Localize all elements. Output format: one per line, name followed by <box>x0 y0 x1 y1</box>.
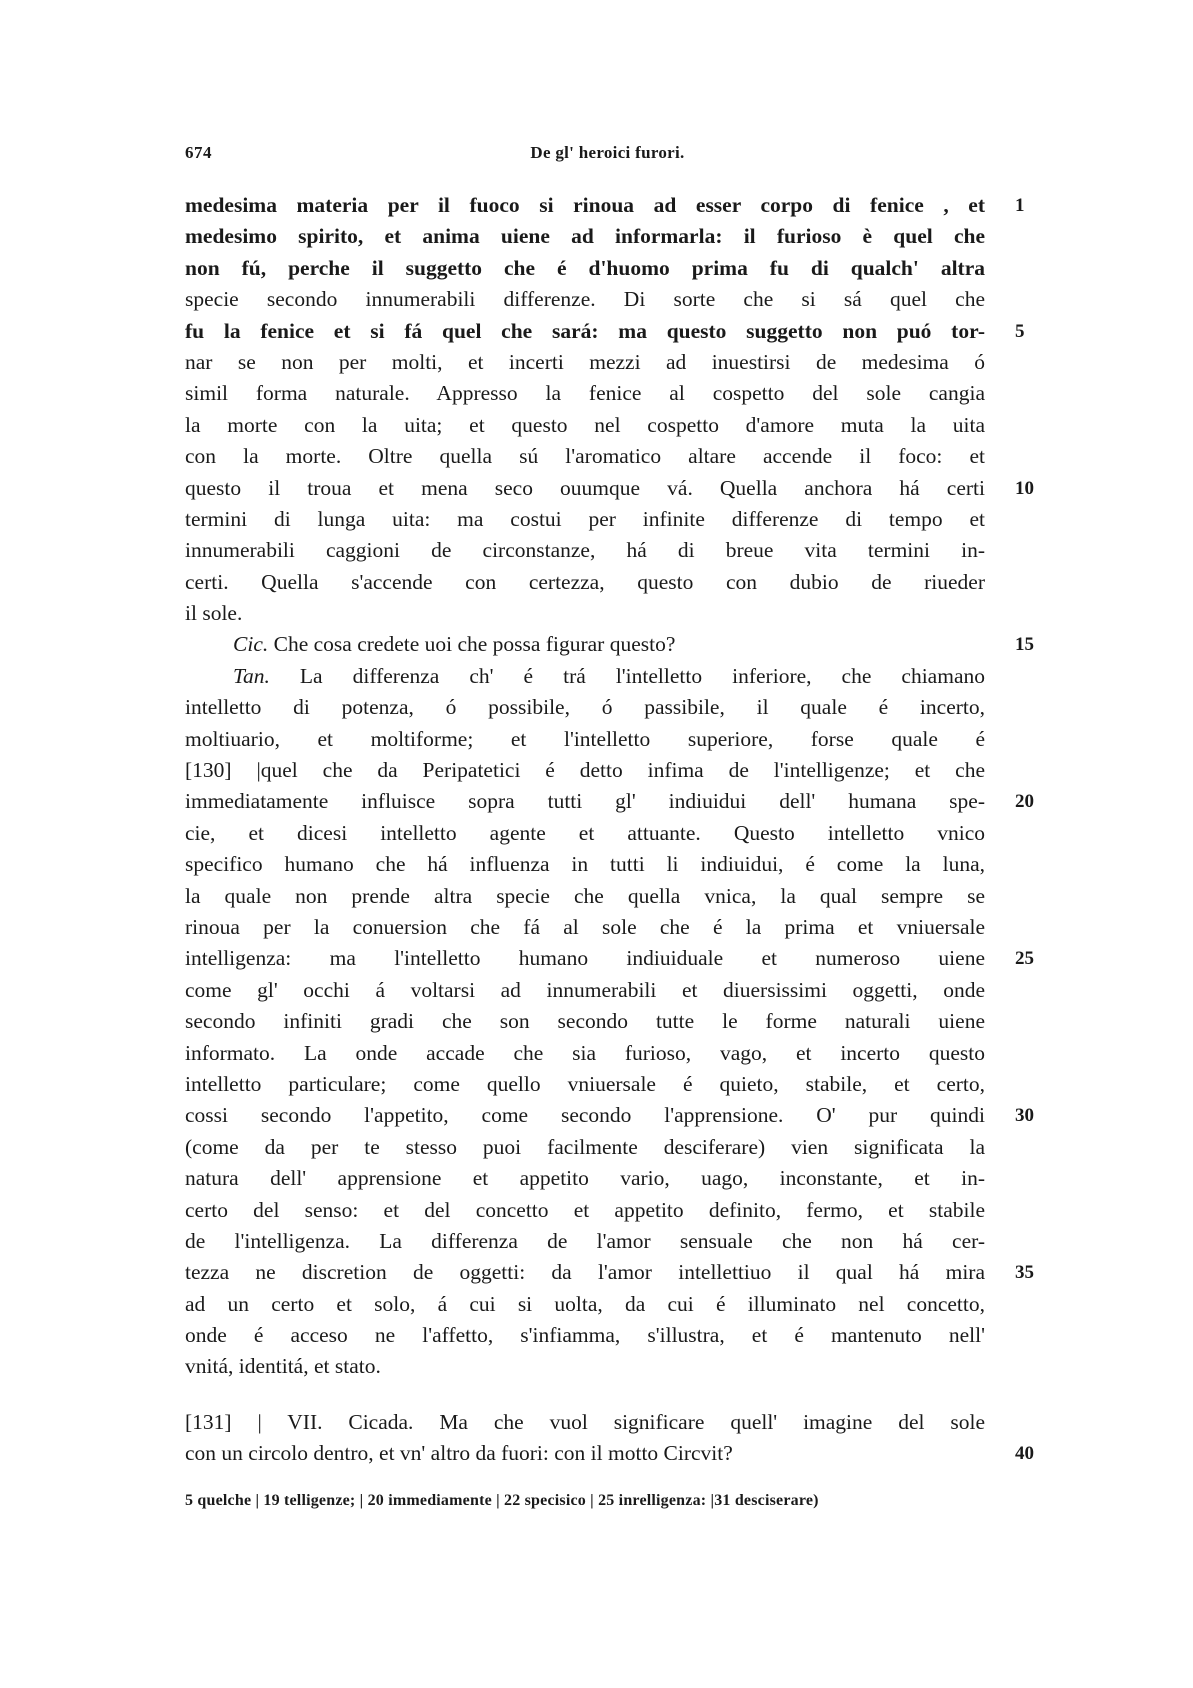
running-title: De gl' heroici furori. <box>530 143 685 162</box>
line-number: 1 <box>1015 195 1025 216</box>
line-number: 5 <box>1015 320 1025 342</box>
line-text: cossi secondo l'appetito, come secondo l'apprensione. O' pur quindi <box>185 1103 985 1128</box>
line-text: fu la fenice et si fá quel che sará: ma questo suggetto non puó tor- <box>185 318 985 343</box>
text-line <box>185 629 1034 660</box>
text-line <box>185 1289 985 1320</box>
line-number: 40 <box>1015 1443 1034 1465</box>
line-text: (come da per te stesso puoi facilmente desciferare) vien significata la <box>185 1134 985 1159</box>
line-text: moltiuario, et moltiforme; et l'intelletto superiore, forse quale é <box>185 726 985 751</box>
line-text: il sole. <box>185 601 243 626</box>
line-text: certi. Quella s'accende con certezza, questo con dubio de riueder <box>185 569 985 594</box>
speaker-name: Tan. <box>233 663 270 688</box>
text-line <box>185 441 985 472</box>
line-text: specie secondo innumerabili differenze. Di sorte che si sá quel che <box>185 287 985 312</box>
line-text: certo del senso: et del concetto et appetito definito, fermo, et stabile <box>185 1197 985 1222</box>
line-text: con un circolo dentro, et vn' altro da fuori: con il motto Circvit? <box>185 1441 733 1466</box>
text-line <box>185 284 985 315</box>
text-line <box>185 504 985 535</box>
line-number: 15 <box>1015 634 1034 656</box>
line-text: ad un certo et solo, á cui si uolta, da cui é illuminato nel concetto, <box>185 1291 985 1316</box>
line-text: simil forma naturale. Appresso la fenice al cospetto del sole cangia <box>185 381 985 406</box>
text-line <box>185 473 1034 504</box>
line-text: con la morte. Oltre quella sú l'aromatico altare accende il foco: et <box>185 444 985 469</box>
line-text: informato. La onde accade che sia furioso, vago, et incerto questo <box>185 1040 985 1065</box>
line-text: La differenza ch' é trá l'intelletto inferiore, che chiamano <box>269 663 985 688</box>
line-text: come gl' occhi á voltarsi ad innumerabili et diuersissimi oggetti, onde <box>185 977 985 1002</box>
page-number: 674 <box>185 143 212 162</box>
line-number: 10 <box>1015 477 1034 499</box>
line-text: termini di lunga uita: ma costui per infinite differenze di tempo et <box>185 506 985 531</box>
line-text: [131] | VII. Cicada. Ma che vuol significare quell' imagine del sole <box>185 1409 985 1434</box>
line-text: medesimo spirito, et anima uiene ad informarla: il furioso è quel che <box>185 224 985 249</box>
text-line <box>185 378 985 409</box>
speaker-name: Cic. <box>233 632 269 657</box>
line-text: rinoua per la conuersion che fá al sole che é la prima et vniuersale <box>185 914 985 939</box>
line-number: 35 <box>1015 1262 1034 1284</box>
text-line <box>185 1320 985 1351</box>
text-line <box>185 1163 985 1194</box>
line-text: immediatamente influisce sopra tutti gl' indiuidui dell' humana spe- <box>185 789 985 814</box>
paragraph-gap <box>185 1383 985 1407</box>
text-line <box>185 253 985 284</box>
text-line <box>185 755 985 786</box>
line-text: intelletto particulare; come quello vniuersale é quieto, stabile, et certo, <box>185 1071 985 1096</box>
text-line <box>185 598 985 629</box>
text-line <box>185 1438 1034 1469</box>
line-number: 30 <box>1015 1105 1034 1127</box>
line-text: vnitá, identitá, et stato. <box>185 1354 381 1379</box>
line-text: onde é acceso ne l'affetto, s'infiamma, s'illustra, et é mantenuto nell' <box>185 1323 985 1348</box>
text-line <box>185 724 985 755</box>
text-line <box>185 1132 985 1163</box>
text-line <box>185 221 985 252</box>
line-text: tezza ne discretion de oggetti: da l'amor intellettiuo il qual há mira <box>185 1260 985 1285</box>
text-line <box>185 567 985 598</box>
text-line <box>185 818 985 849</box>
text-line <box>185 881 985 912</box>
line-number: 25 <box>1015 948 1034 970</box>
line-text: intelligenza: ma l'intelletto humano indiuiduale et numeroso uiene <box>185 946 985 971</box>
line-text: cie, et dicesi intelletto agente et attuante. Questo intelletto vnico <box>185 820 985 845</box>
text-line <box>185 1407 985 1438</box>
text-line <box>185 1038 985 1069</box>
line-number: 20 <box>1015 791 1034 813</box>
text-line <box>185 1257 1034 1288</box>
text-line <box>185 975 985 1006</box>
line-text: specifico humano che há influenza in tutti li indiuidui, é come la luna, <box>185 852 985 877</box>
line-text: secondo infiniti gradi che son secondo tutte le forme naturali uiene <box>185 1009 985 1034</box>
line-text: natura dell' apprensione et appetito vario, uago, inconstante, et in- <box>185 1166 985 1191</box>
line-text: medesima materia per il fuoco si rinoua ad esser corpo di fenice , et <box>185 193 985 217</box>
text-line <box>185 1351 985 1382</box>
line-text: questo il troua et mena seco ouumque vá. Quella anchora há certi <box>185 475 985 500</box>
text-line <box>185 1100 1034 1131</box>
text-line <box>185 1006 985 1037</box>
page-header <box>185 143 1030 173</box>
text-line <box>185 943 1034 974</box>
text-line <box>185 410 985 441</box>
text-line <box>185 786 1034 817</box>
text-line <box>185 912 985 943</box>
line-text: innumerabili caggioni de circonstanze, há di breue vita termini in- <box>185 538 985 563</box>
text-line <box>185 535 985 566</box>
line-text: [130] |quel che da Peripatetici é detto infima de l'intelligenze; et che <box>185 758 985 783</box>
text-line <box>185 347 985 378</box>
line-text: nar se non per molti, et incerti mezzi ad inuestirsi de medesima ó <box>185 349 985 374</box>
footnote: 5 quelche | 19 telligenze; | 20 immediamente | 22 specisico | 25 inrelligenza: |31 desciserare) <box>185 1492 819 1509</box>
text-line <box>185 661 985 692</box>
line-text: de l'intelligenza. La differenza de l'amor sensuale che non há cer- <box>185 1228 985 1253</box>
line-text: Che cosa credete uoi che possa figurar questo? <box>268 632 676 657</box>
line-text: intelletto di potenza, ó possibile, ó passibile, il quale é incerto, <box>185 695 985 720</box>
main-text <box>185 190 1034 1470</box>
text-line <box>185 692 985 723</box>
text-line <box>185 1226 985 1257</box>
line-text: la morte con la uita; et questo nel cospetto d'amore muta la uita <box>185 412 985 437</box>
line-text: la quale non prende altra specie che quella vnica, la qual sempre se <box>185 883 985 908</box>
text-line <box>185 849 985 880</box>
text-line <box>185 1069 985 1100</box>
text-line <box>185 316 1025 347</box>
text-line <box>185 190 1025 221</box>
text-line <box>185 1195 985 1226</box>
line-text: non fú, perche il suggetto che é d'huomo prima fu di qualch' altra <box>185 255 985 280</box>
